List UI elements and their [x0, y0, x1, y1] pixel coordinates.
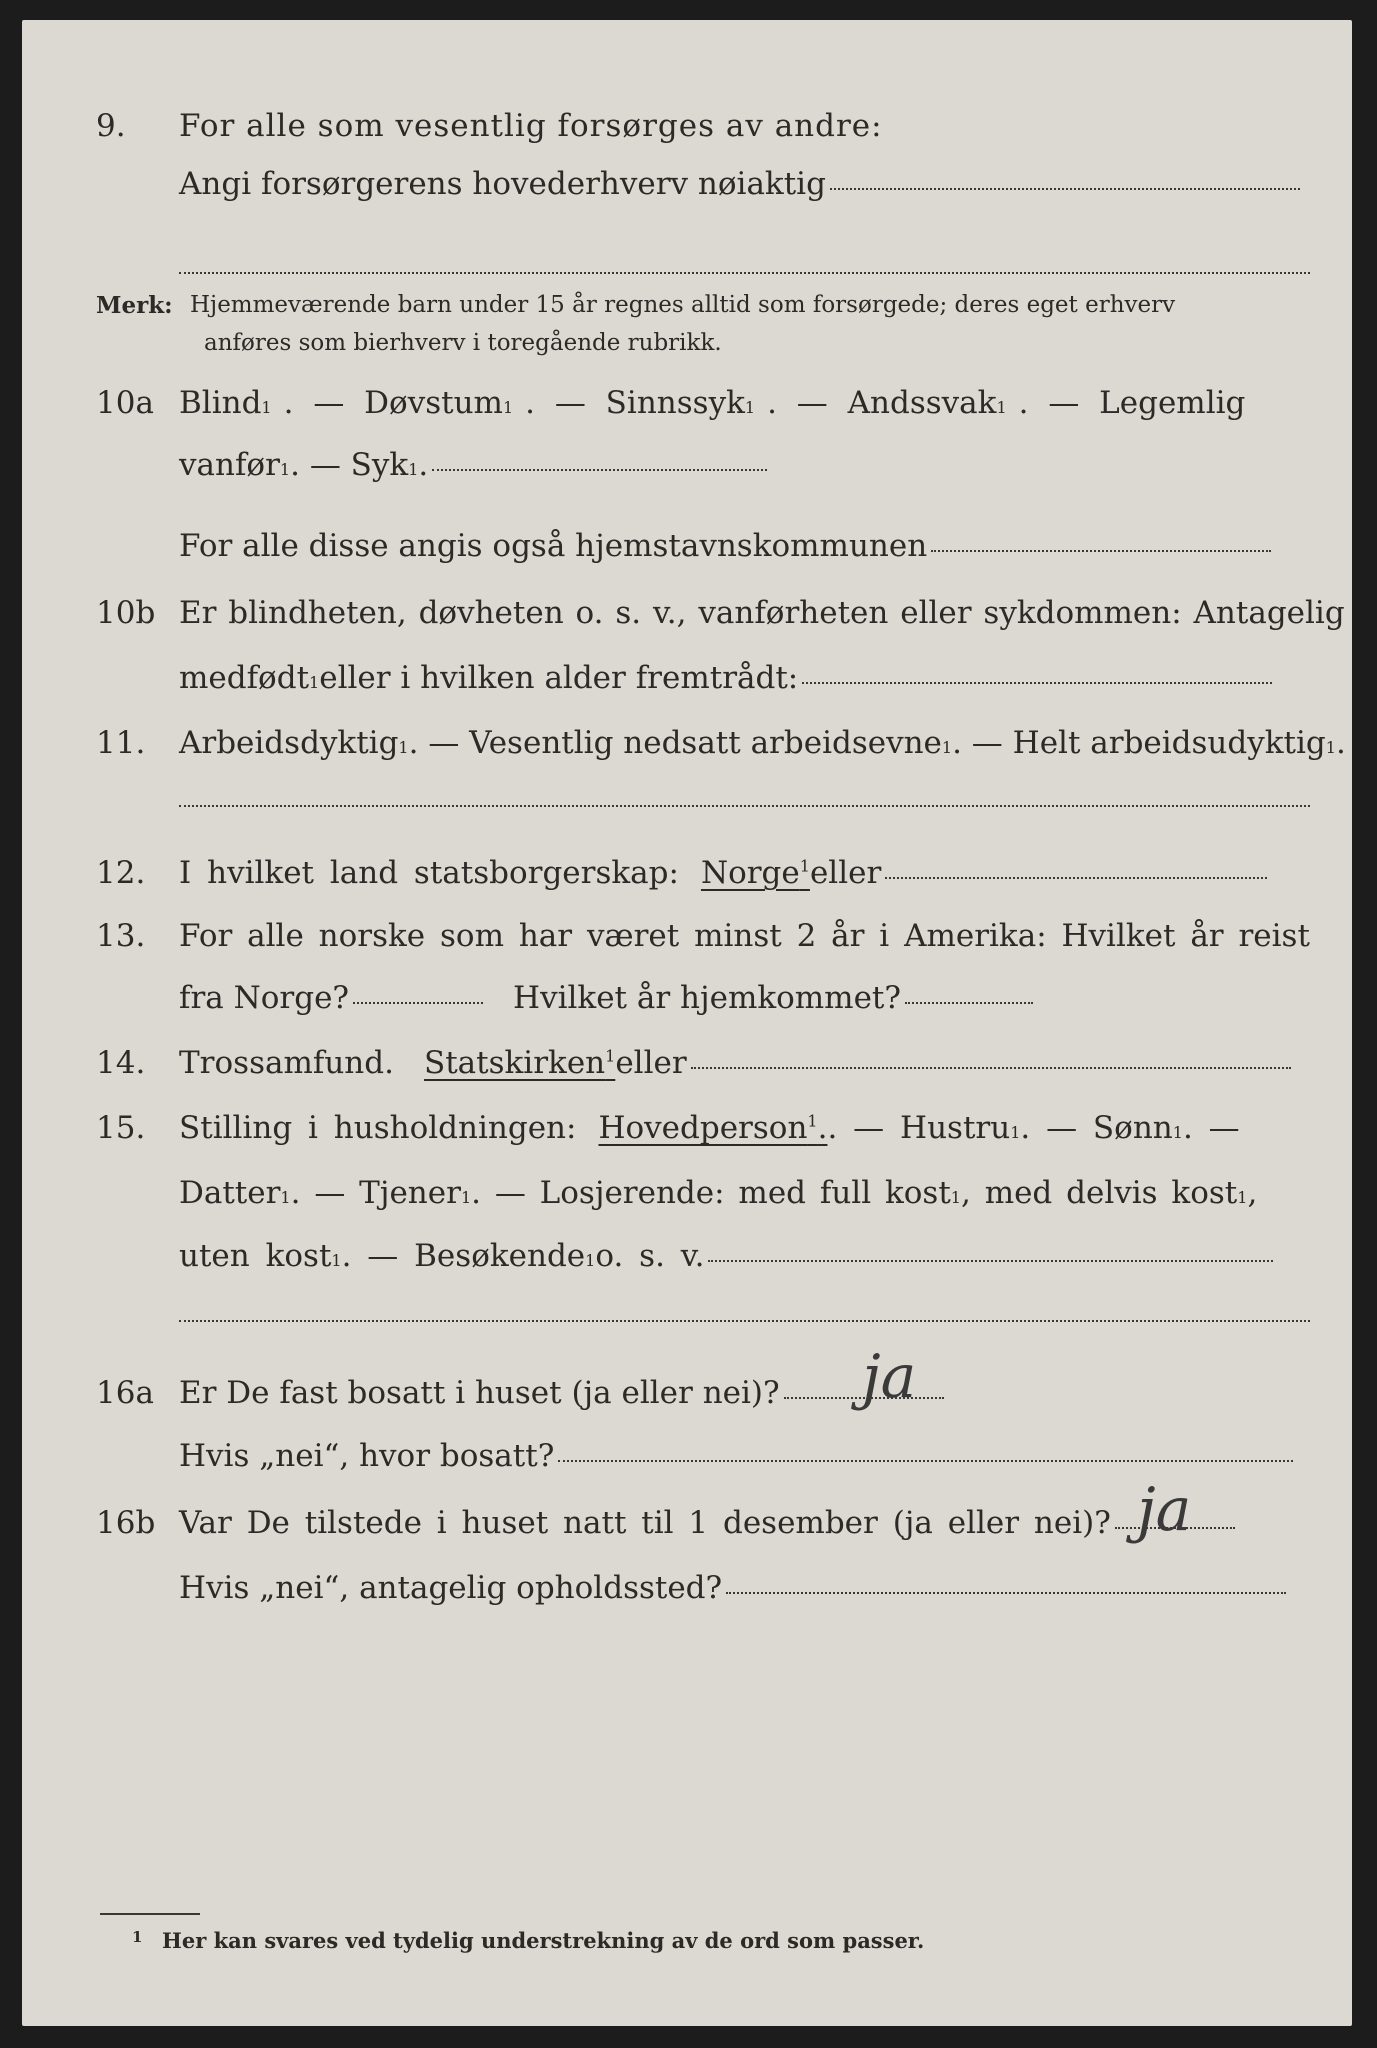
answer-line[interactable] — [905, 1002, 1033, 1004]
answer-line[interactable] — [830, 188, 1300, 190]
handwritten-answer-16b: ja — [1137, 1475, 1192, 1545]
handwritten-answer-16a: ja — [862, 1342, 917, 1412]
note-label: Merk: — [96, 292, 173, 319]
answer-line[interactable] — [432, 469, 767, 471]
option-syk: . — Syk — [290, 447, 409, 483]
question-number: 10b — [96, 595, 156, 631]
question-text: For alle disse angis også hjemstavnskommunen — [179, 528, 928, 564]
question-text: eller — [615, 1045, 687, 1081]
answer-line[interactable] — [179, 272, 1310, 274]
option-statskirken-underlined: Statskirken$^1$ — [423, 1045, 616, 1081]
question-text: Hvis „nei“, hvor bosatt? — [179, 1438, 555, 1474]
question-text: For alle som vesentlig forsørges av andre: — [179, 108, 883, 144]
answer-line[interactable] — [558, 1460, 1293, 1462]
option-hustru: . — Hustru — [827, 1110, 1011, 1146]
option-arbeidsudyktig: . — Helt arbeidsudyktig — [952, 725, 1326, 761]
option-vanfor: vanfør — [179, 447, 280, 483]
footnote-text: Her kan svares ved tydelig understrekning av de ord som passer. — [162, 1928, 925, 1953]
option-tjener: . — Tjener — [290, 1175, 461, 1211]
option-sinnssyk: . — Sinnssyk — [525, 385, 745, 421]
note-text: anføres som bierhverv i toregående rubrikk. — [204, 330, 722, 356]
question-number: 10a — [96, 385, 154, 421]
answer-line[interactable] — [179, 805, 1310, 807]
option-blind: Blind — [179, 385, 262, 421]
question-number: 9. — [96, 108, 126, 144]
form-page: 9. For alle som vesentlig forsørges av andre: Angi forsørgerens hovederhverv nøiaktig Merk: Hjemmeværende barn under 15 år regnes alltid som forsørgede; deres eget erhverv anføres som bierhverv i toregående rubrikk. 10a Blind 1 . — Døvstum 1 . — Sinnssyk 1 . — Andssvak 1 . — Legemlig vanfør 1 . — Syk 1 . For alle disse angis også hjemstavnskommunen 10b Er blindheten, døvheten o. s. v., vanførheten eller sykdommen: Antagelig medfødt 1 eller i hvilken alder fremtrådt: 11. Arbeidsdyktig 1 . — Vesentlig nedsatt arbeidsevne 1 . — Helt arbeidsudyktig 1 . 12. I hvilket land statsborgerskap: Norge$^1$ eller 13. For alle norske som har været minst 2 år i Amerika: Hvilket år reist fra Norge? Hvilket år hjemkommet? 14. Trossamfund. Statskirken$^1$ eller 15. Stilling i husholdningen: Hovedperson$^1$. . — Hustru 1 . — Sønn 1 . — Datter 1 . — Tjener 1 . — Losjerende: med full kost 1 , med delvis kost 1 , uten kost 1 . — Besøkende 1 o. s. v. 16a Er De fast bosatt i huset (ja eller nei)? ja Hvis „nei“, hvor bosatt? 16b Var De tilstede i huset natt til 1 desember (ja eller nei)? ja Hvis „nei“, antagelig opholdssted? 1 Her kan svares ved tydelig understrekning av de ord som passer. — [22, 20, 1352, 2026]
question-text: Angi forsørgerens hovederhverv nøiaktig — [179, 166, 826, 202]
option-sonn: . — Sønn — [1020, 1110, 1173, 1146]
question-number: 13. — [96, 918, 146, 954]
question-number: 11. — [96, 725, 146, 761]
question-text: o. s. v. — [595, 1238, 705, 1274]
question-text: Er De fast bosatt i huset (ja eller nei)? — [179, 1375, 780, 1411]
answer-line[interactable] — [708, 1260, 1273, 1262]
question-text: eller i hvilken alder fremtrådt: — [319, 660, 799, 696]
answer-line[interactable] — [931, 550, 1271, 552]
option-uten-kost: uten kost — [179, 1238, 332, 1274]
question-text: fra Norge? — [179, 980, 350, 1016]
question-number: 14. — [96, 1045, 146, 1081]
option-medfodt: medfødt — [179, 660, 310, 696]
question-text: Hvilket år hjemkommet? — [513, 980, 902, 1016]
option-norge-underlined: Norge$^1$ — [700, 855, 810, 891]
option-arbeidsdyktig: Arbeidsdyktig — [179, 725, 399, 761]
question-number: 15. — [96, 1110, 146, 1146]
option-andssvak: . — Andssvak — [767, 385, 997, 421]
question-text: eller — [809, 855, 882, 891]
question-text: Trossamfund. — [179, 1045, 394, 1081]
footnote-mark: 1 — [132, 1928, 143, 1946]
question-text: Hvis „nei“, antagelig opholdssted? — [179, 1570, 723, 1606]
option-dovstum: . — Døvstum — [283, 385, 503, 421]
option-hovedperson-underlined: Hovedperson$^1$. — [598, 1110, 828, 1146]
question-number: 16b — [96, 1505, 156, 1541]
note-text: Hjemmeværende barn under 15 år regnes alltid som forsørgede; deres eget erhverv — [190, 292, 1176, 318]
question-number: 16a — [96, 1375, 154, 1411]
answer-line[interactable] — [179, 1320, 1310, 1322]
question-text: Var De tilstede i huset natt til 1 desember (ja eller nei)? — [179, 1505, 1111, 1541]
option-besokende: . — Besøkende — [341, 1238, 586, 1274]
answer-line[interactable] — [353, 1002, 483, 1004]
question-text: Stilling i husholdningen: — [179, 1110, 577, 1146]
option-legemlig: . — Legemlig — [1018, 385, 1246, 421]
answer-line[interactable] — [726, 1592, 1286, 1594]
answer-line[interactable] — [802, 682, 1272, 684]
question-text: For alle norske som har været minst 2 år i Amerika: Hvilket år reist — [179, 918, 1310, 954]
question-text: Er blindheten, døvheten o. s. v., vanførheten eller sykdommen: Antagelig — [179, 595, 1345, 631]
footnote-divider — [100, 1913, 200, 1915]
option-full-kost: . — Losjerende: med full kost — [471, 1175, 951, 1211]
option-datter: Datter — [179, 1175, 281, 1211]
question-text: I hvilket land statsborgerskap: — [179, 855, 679, 891]
question-number: 12. — [96, 855, 146, 891]
option-delvis-kost: , med delvis kost — [960, 1175, 1238, 1211]
answer-line[interactable] — [691, 1067, 1291, 1069]
answer-line[interactable] — [885, 877, 1267, 879]
option-nedsatt: . — Vesentlig nedsatt arbeidsevne — [408, 725, 942, 761]
